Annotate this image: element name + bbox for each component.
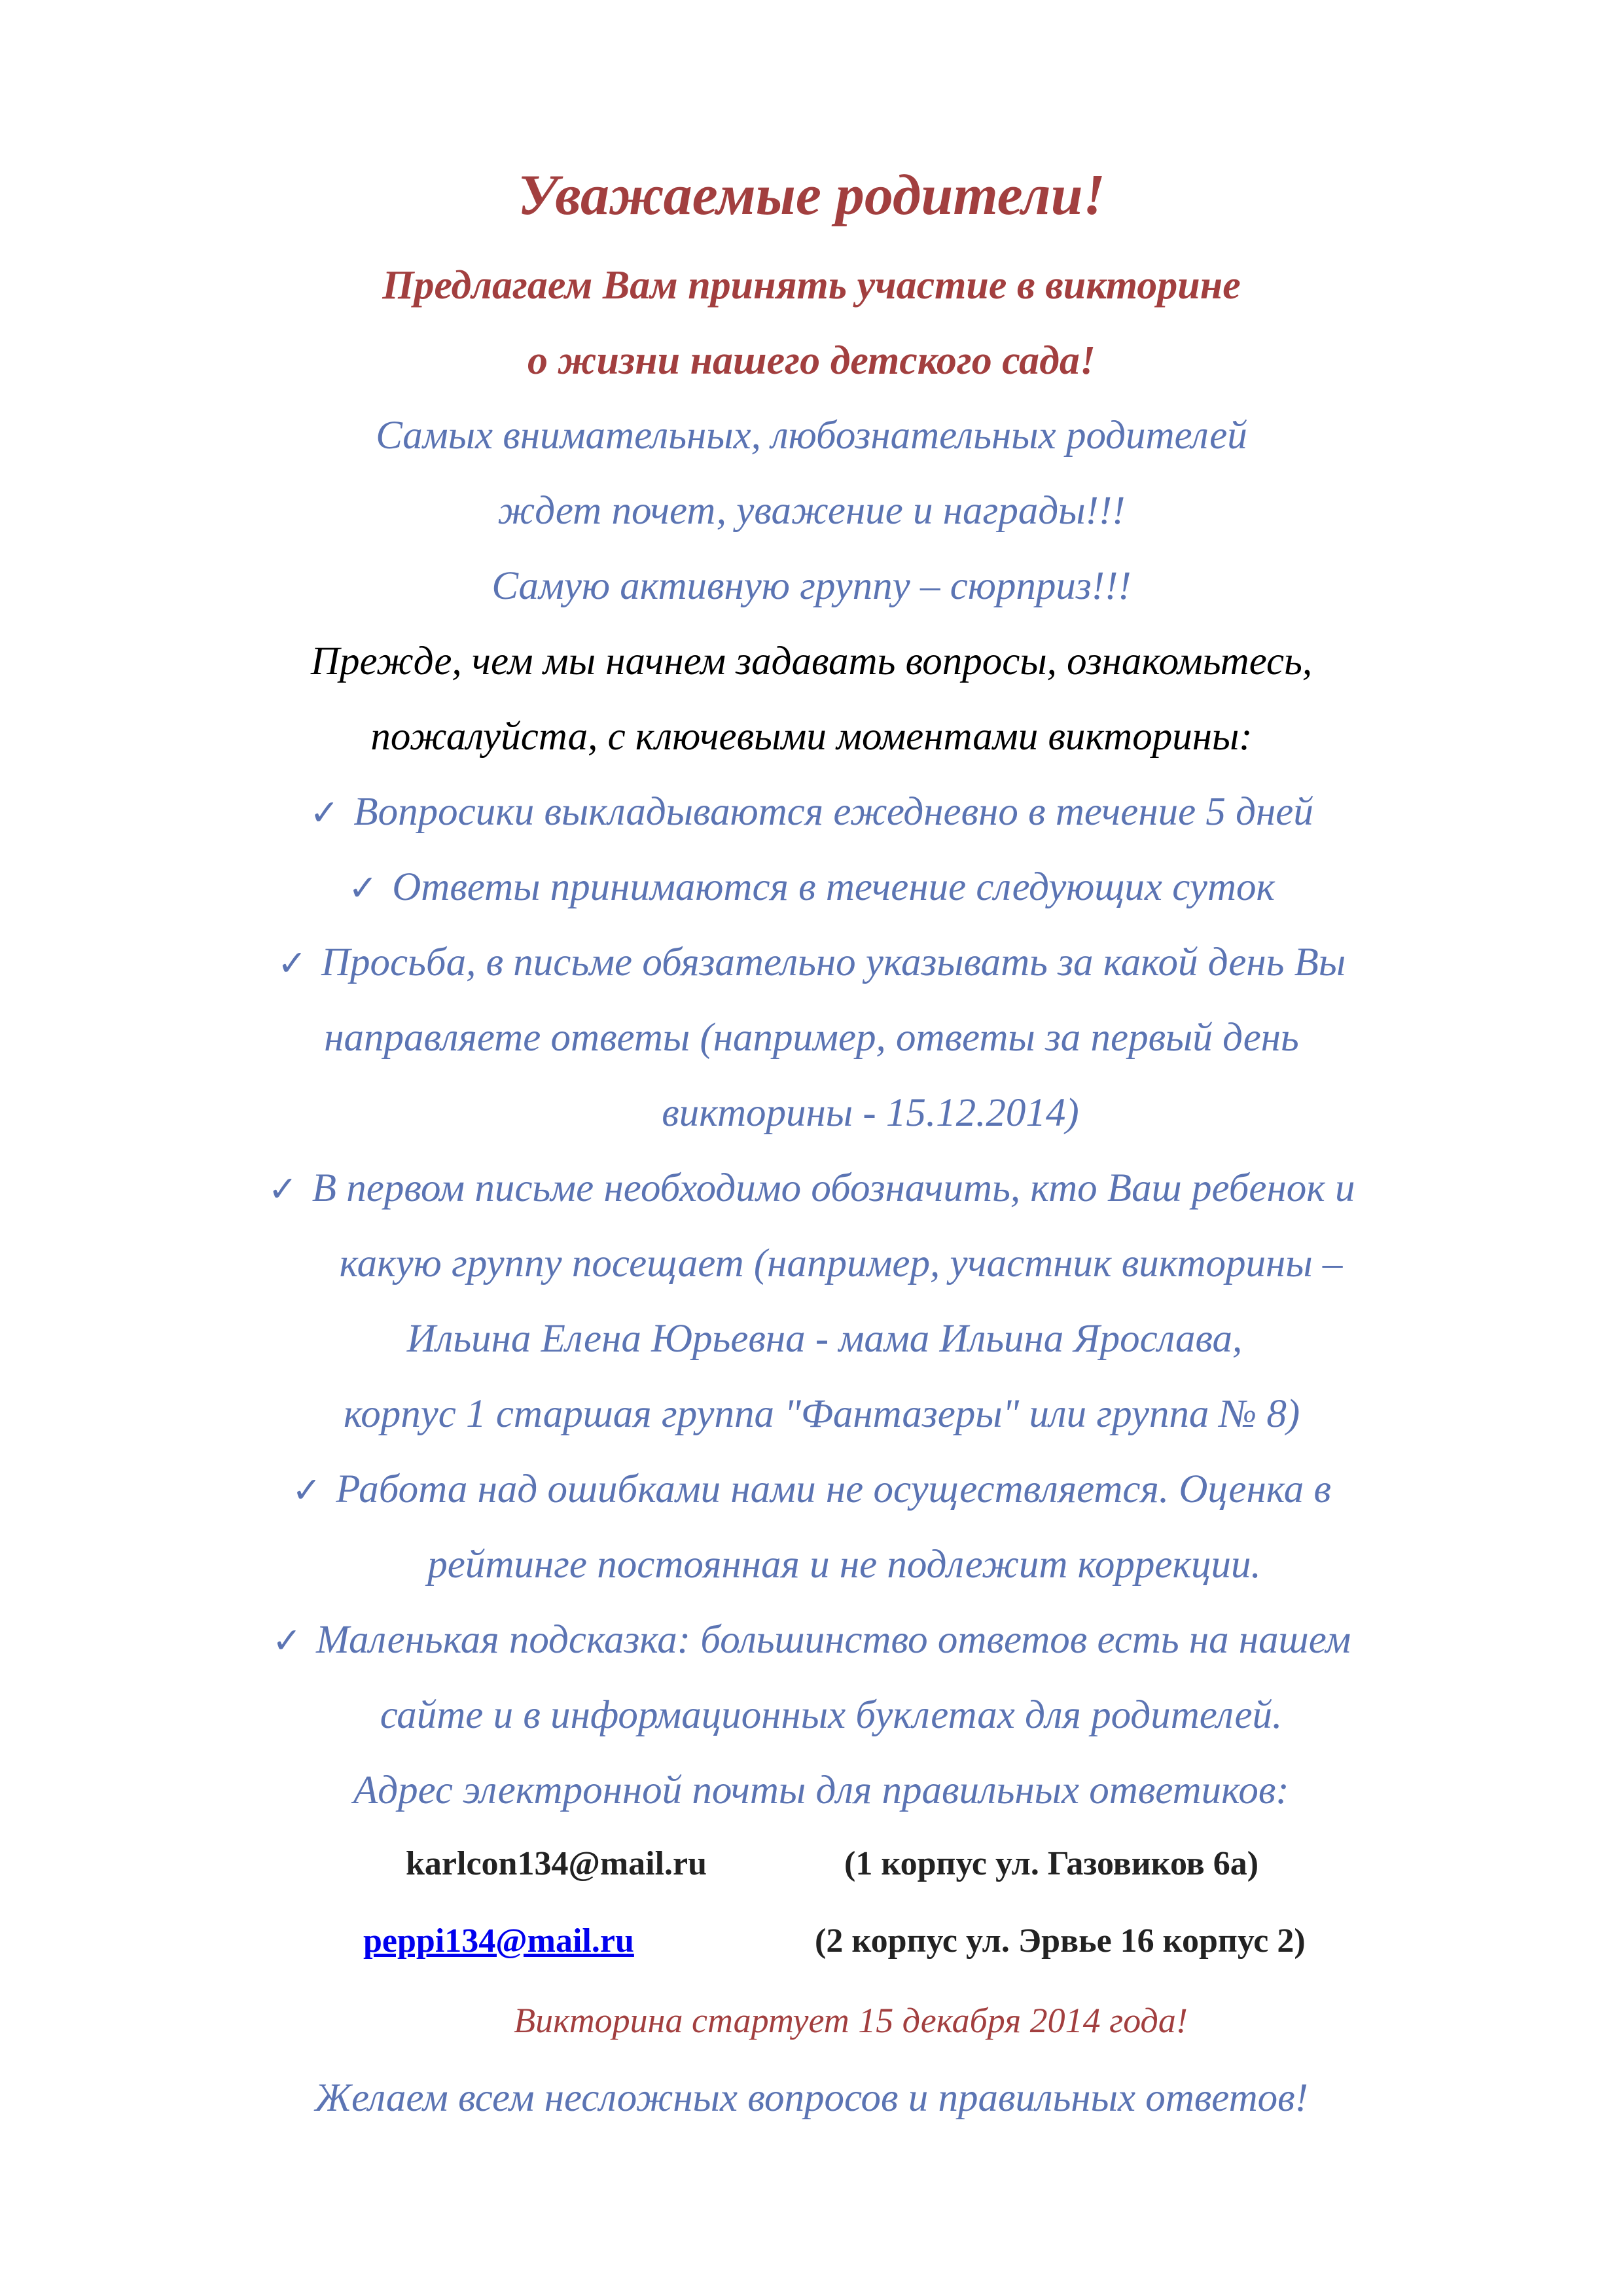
check-mark-icon: ✓ [292, 1469, 322, 1511]
subtitle-line-1: Предлагаем Вам принять участие в викторине [382, 263, 1241, 308]
preface-line-2: пожалуйста, с ключевыми моментами викторины: [370, 715, 1253, 759]
check-mark-icon: ✓ [310, 792, 340, 833]
rule-5-text-line-1: Работа над ошибками нами не осуществляется. Оценка в [336, 1467, 1331, 1511]
check-mark-icon: ✓ [272, 1620, 302, 1661]
closing-wish: Желаем всем несложных вопросов и правильных ответов! [315, 2076, 1308, 2120]
email-2-link[interactable]: peppi134@mail.ru [363, 1922, 634, 1960]
subtitle-line-2: о жизни нашего детского сада! [527, 338, 1096, 383]
location-1: (1 корпус ул. Газовиков 6а) [844, 1845, 1259, 1882]
location-2: (2 корпус ул. Эрвье 16 корпус 2) [815, 1922, 1306, 1960]
rule-3-text-line-3: викторины - 15.12.2014) [662, 1091, 1079, 1135]
rule-3-text-line-1: Просьба, в письме обязательно указывать за какой день Вы [321, 941, 1346, 984]
rule-item-3 [0, 942, 1623, 982]
rule-4-text-line-1: В первом письме необходимо обозначить, кто Ваш ребенок и [312, 1166, 1355, 1210]
email-1[interactable]: karlcon134@mail.ru [406, 1845, 707, 1882]
intro-line-1: Самых внимательных, любознательных родителей [376, 414, 1247, 457]
rule-3-text-line-2: направляете ответы (например, ответы за первый день [324, 1016, 1299, 1060]
rule-4-text-line-3: Ильина Елена Юрьевна - мама Ильина Ярослава, [406, 1317, 1243, 1361]
preface-line-1: Прежде, чем мы начнем задавать вопросы, ознакомьтесь, [310, 639, 1313, 683]
rule-1-text: Вопросики выкладываются ежедневно в течение 5 дней [353, 790, 1313, 834]
rule-6-text-line-2: сайте и в информационных буклетах для родителей. [380, 1693, 1283, 1737]
check-mark-icon: ✓ [348, 867, 378, 908]
check-mark-icon: ✓ [268, 1168, 298, 1210]
rule-item-5 [0, 1469, 1623, 1509]
rule-item-1 [0, 792, 1623, 832]
rule-item-6 [0, 1620, 1623, 1660]
rule-6-text-line-1: Маленькая подсказка: большинство ответов есть на нашем [316, 1618, 1351, 1662]
intro-line-2: ждет почет, уважение и награды!!! [497, 489, 1126, 533]
rule-5-text-line-2: рейтинге постоянная и не подлежит коррекции. [427, 1543, 1261, 1587]
rule-item-2 [0, 867, 1623, 907]
check-mark-icon: ✓ [277, 942, 307, 984]
start-note: Викторина стартует 15 декабря 2014 года! [514, 2001, 1188, 2040]
contacts-heading: Адрес электронной почты для правильных ответиков: [353, 1768, 1289, 1812]
rule-4-text-line-4: корпус 1 старшая группа "Фантазеры" или группа № 8) [344, 1392, 1300, 1436]
intro-line-3: Самую активную группу – сюрприз!!! [491, 564, 1132, 608]
page-title: Уважаемые родители! [518, 164, 1105, 227]
rule-2-text: Ответы принимаются в течение следующих суток [392, 865, 1275, 909]
rule-item-4 [0, 1168, 1623, 1208]
rule-4-text-line-2: какую группу посещает (например, участник викторины – [339, 1242, 1343, 1285]
